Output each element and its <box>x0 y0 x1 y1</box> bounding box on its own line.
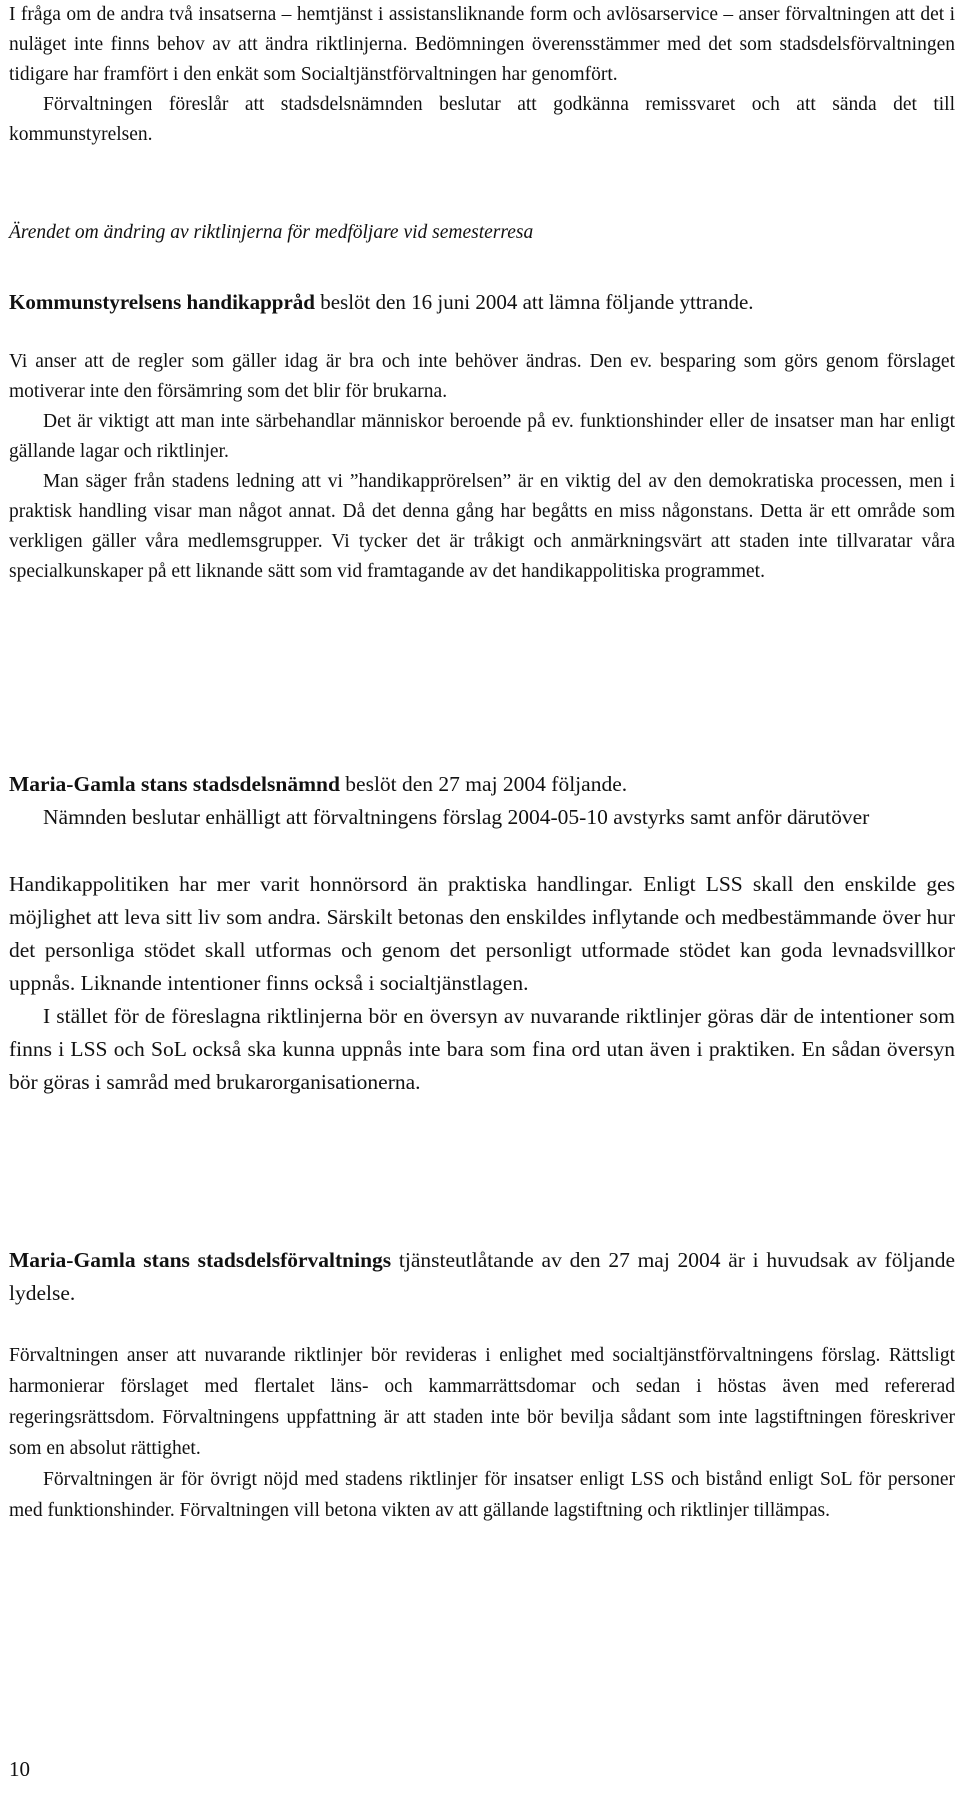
forvaltning-name: Maria-Gamla stans stadsdelsförvaltnings <box>9 1248 392 1272</box>
forvaltning-intro <box>9 1244 955 1310</box>
handikapprad-paragraph-2: Det är viktigt att man inte särbehandlar människor beroende på ev. funktionshinder eller de insatser man har enligt gällande lagar och riktlinjer. <box>9 411 955 462</box>
handikapprad-name: Kommunstyrelsens handikappråd <box>9 290 315 314</box>
namnd-section <box>9 768 955 1099</box>
forvaltning-section <box>9 1340 955 1526</box>
namnd-intro <box>9 768 955 801</box>
page-number: 10 <box>9 1757 30 1781</box>
handikapprad-intro-text: beslöt den 16 juni 2004 att lämna följande yttrande. <box>314 290 754 314</box>
section-heading: Ärendet om ändring av riktlinjerna för medföljare vid semesterresa <box>9 222 534 243</box>
handikapprad-intro <box>9 287 955 317</box>
namnd-decision: Nämnden beslutar enhälligt att förvaltningens förslag 2004-05-10 avstyrks samt anför därutöver <box>43 805 870 829</box>
namnd-paragraph-1: Handikappolitiken har mer varit honnörsord än praktiska handlingar. Enligt LSS skall den enskilde ges möjlighet att leva sitt liv som andra. Särskilt betonas den enskildes inflytande och medbestämmande över hur det personliga stödet skall utformas och genom det personligt utformade stödet kan goda levnadsvillkor uppnås. Liknande intentioner finns också i socialtjänstlagen. <box>9 872 955 995</box>
handikapprad-section <box>9 287 955 587</box>
handikapprad-paragraph-1: Vi anser att de regler som gäller idag är bra och inte behöver ändras. Den ev. besparing som görs genom förslaget motiverar inte den försämring som det blir för brukarna. <box>9 351 955 402</box>
forvaltning-paragraph-1: Förvaltningen anser att nuvarande riktlinjer bör revideras i enlighet med socialtjänstförvaltningens förslag. Rättsligt harmonierar förslaget med flertalet läns- och kammarrättsdomar och sedan i höstas även med refererad regeringsrättsdom. Förvaltningens uppfattning är att staden inte bör bevilja sådant som inte lagstiftningen föreskriver som en absolut rättighet. <box>9 1345 955 1459</box>
forvaltning-paragraph-2: Förvaltningen är för övrigt nöjd med stadens riktlinjer för insatser enligt LSS och bistånd enligt SoL för personer med funktionshinder. Förvaltningen vill betona vikten av att gällande lagstiftning och riktlinjer tillämpas. <box>9 1469 955 1521</box>
handikapprad-paragraph-3: Man säger från stadens ledning att vi ”handikapprörelsen” är en viktig del av den demokratiska processen, men i praktisk handling visar man något annat. Då det denna gång har begåtts en miss någonstans. Detta är ett område som verkligen gäller våra medlemsgrupper. Vi tycker det är tråkigt och anmärkningsvärt att staden inte tillvaratar våra specialkunskaper på ett liknande sätt som vid framtagande av det handikappolitiska programmet. <box>9 471 955 582</box>
proposal-paragraph: Förvaltningen föreslår att stadsdelsnämnden beslutar att godkänna remissvaret och att sända det till kommunstyrelsen. <box>9 94 955 145</box>
namnd-paragraph-2: I stället för de föreslagna riktlinjerna bör en översyn av nuvarande riktlinjer göras där de intentioner som finns i LSS och SoL också ska kunna uppnås inte bara som fina ord utan även i praktiken. En sådan översyn bör göras i samråd med brukarorganisationerna. <box>9 1004 955 1094</box>
forvaltning-intro-text: tjänsteutlåtande av den 27 maj 2004 är i huvudsak av följande lydelse. <box>9 1248 955 1305</box>
intro-paragraph: I fråga om de andra två insatserna – hemtjänst i assistansliknande form och avlösarservice – anser förvaltningen att det i nuläget inte finns behov av att ändra riktlinjerna. Bedömningen överensstämmer med det som stadsdelsförvaltningen tidigare har framfört i den enkät som Socialtjänstförvaltningen har genomfört. <box>9 4 955 85</box>
intro-section <box>9 0 955 150</box>
namnd-intro-text: beslöt den 27 maj 2004 följande. <box>339 772 628 796</box>
namnd-name: Maria-Gamla stans stadsdelsnämnd <box>9 772 340 796</box>
